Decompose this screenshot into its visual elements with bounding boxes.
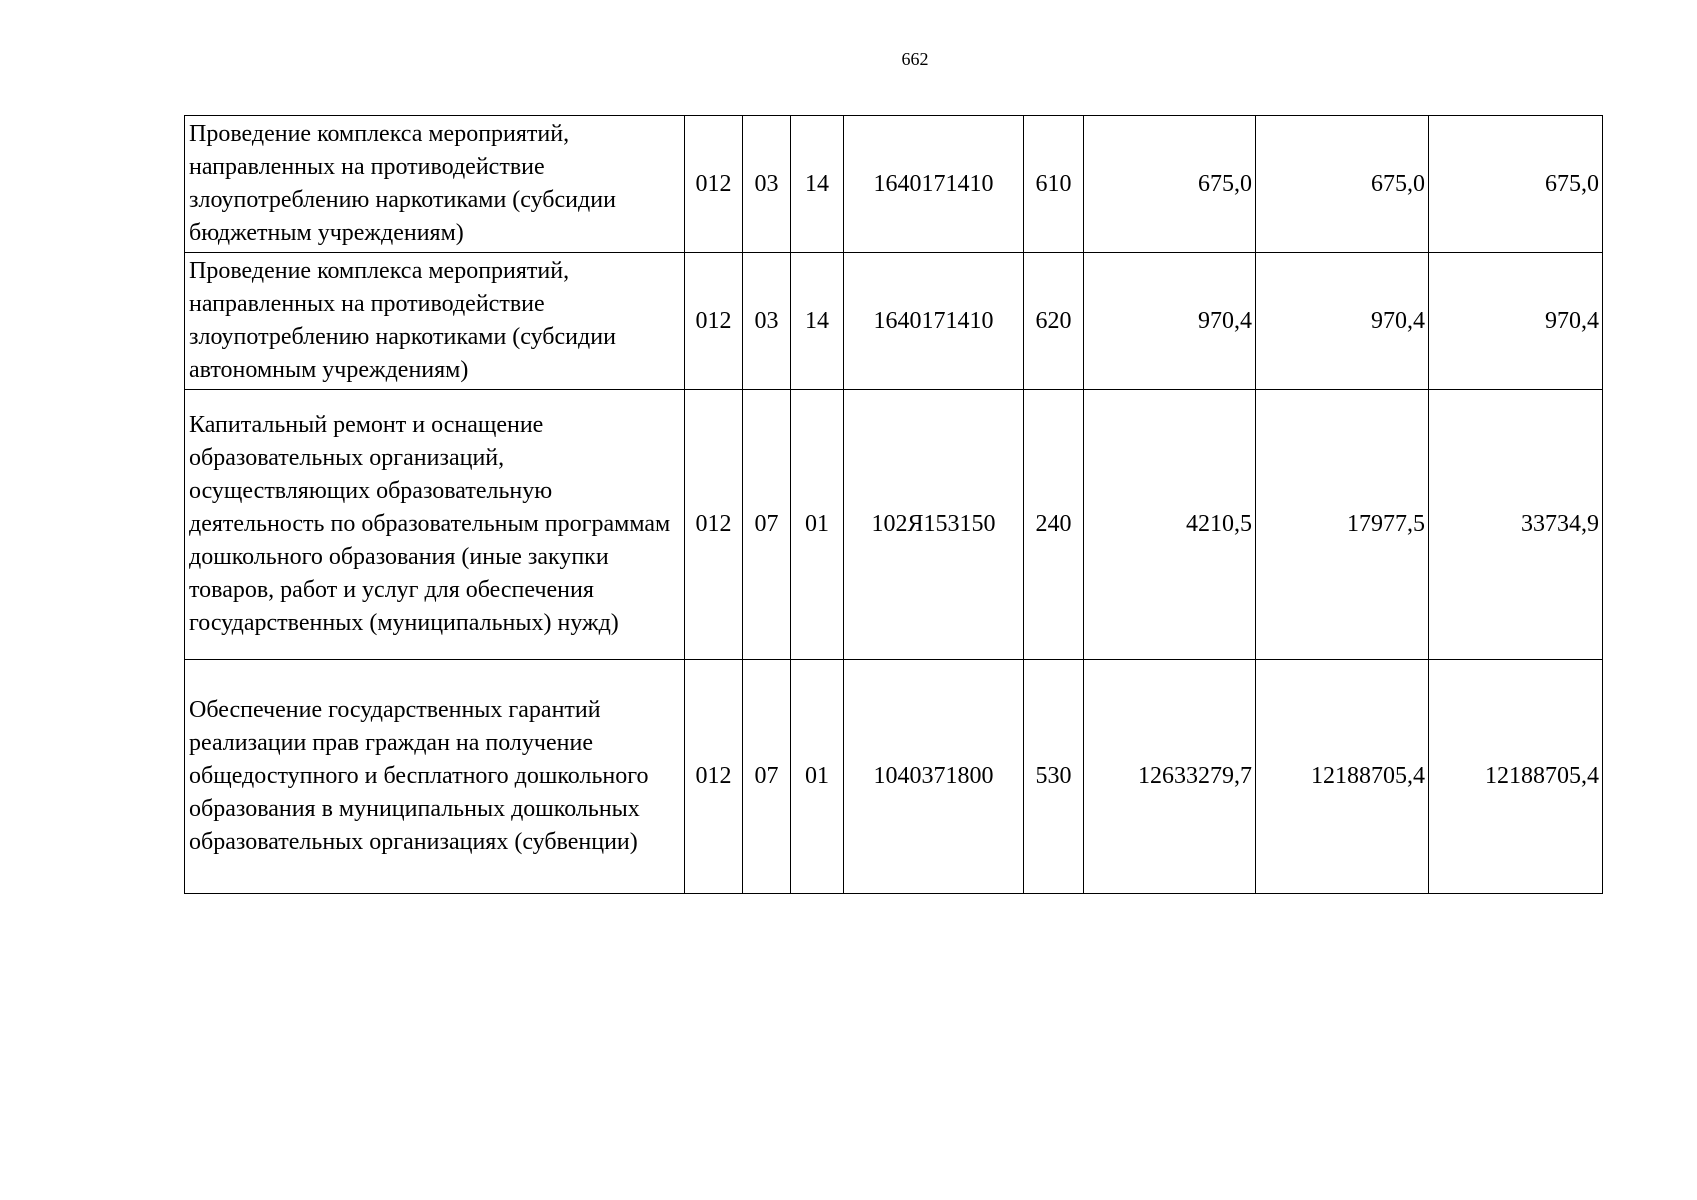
amount-year-3: 970,4 bbox=[1429, 253, 1603, 390]
expense-type-code: 620 bbox=[1024, 253, 1084, 390]
section-code: 07 bbox=[743, 390, 791, 660]
section-code: 07 bbox=[743, 660, 791, 894]
amount-year-3: 12188705,4 bbox=[1429, 660, 1603, 894]
expense-type-code: 530 bbox=[1024, 660, 1084, 894]
amount-year-3: 33734,9 bbox=[1429, 390, 1603, 660]
row-description: Проведение комплекса мероприятий, направленных на противодействие злоупотреблению наркотиками (субсидии бюджетным учреждениям) bbox=[185, 116, 685, 253]
budget-table bbox=[184, 115, 1603, 894]
row-description: Обеспечение государственных гарантий реализации прав граждан на получение общедоступного и бесплатного дошкольного образования в муниципальных дошкольных образовательных организациях (субвенции) bbox=[185, 660, 685, 894]
amount-year-3: 675,0 bbox=[1429, 116, 1603, 253]
table-row bbox=[185, 116, 1603, 253]
row-description: Проведение комплекса мероприятий, направленных на противодействие злоупотреблению наркотиками (субсидии автономным учреждениям) bbox=[185, 253, 685, 390]
amount-year-2: 675,0 bbox=[1256, 116, 1429, 253]
target-article-code: 1640171410 bbox=[844, 253, 1024, 390]
amount-year-1: 12633279,7 bbox=[1084, 660, 1256, 894]
expense-type-code: 240 bbox=[1024, 390, 1084, 660]
target-article-code: 1040371800 bbox=[844, 660, 1024, 894]
subsection-code: 14 bbox=[791, 116, 844, 253]
subsection-code: 01 bbox=[791, 660, 844, 894]
ministry-code: 012 bbox=[685, 116, 743, 253]
table-row bbox=[185, 390, 1603, 660]
amount-year-2: 17977,5 bbox=[1256, 390, 1429, 660]
subsection-code: 01 bbox=[791, 390, 844, 660]
table-row bbox=[185, 253, 1603, 390]
amount-year-1: 4210,5 bbox=[1084, 390, 1256, 660]
subsection-code: 14 bbox=[791, 253, 844, 390]
target-article-code: 1640171410 bbox=[844, 116, 1024, 253]
section-code: 03 bbox=[743, 253, 791, 390]
ministry-code: 012 bbox=[685, 253, 743, 390]
row-description: Капитальный ремонт и оснащение образовательных организаций, осуществляющих образовательную деятельность по образовательным программам дошкольного образования (иные закупки товаров, работ и услуг для обеспечения государственных (муниципальных) нужд) bbox=[185, 390, 685, 660]
section-code: 03 bbox=[743, 116, 791, 253]
ministry-code: 012 bbox=[685, 660, 743, 894]
amount-year-2: 12188705,4 bbox=[1256, 660, 1429, 894]
table-row bbox=[185, 660, 1603, 894]
target-article-code: 102Я153150 bbox=[844, 390, 1024, 660]
page-number: 662 bbox=[901, 49, 929, 69]
amount-year-1: 675,0 bbox=[1084, 116, 1256, 253]
expense-type-code: 610 bbox=[1024, 116, 1084, 253]
amount-year-2: 970,4 bbox=[1256, 253, 1429, 390]
amount-year-1: 970,4 bbox=[1084, 253, 1256, 390]
ministry-code: 012 bbox=[685, 390, 743, 660]
